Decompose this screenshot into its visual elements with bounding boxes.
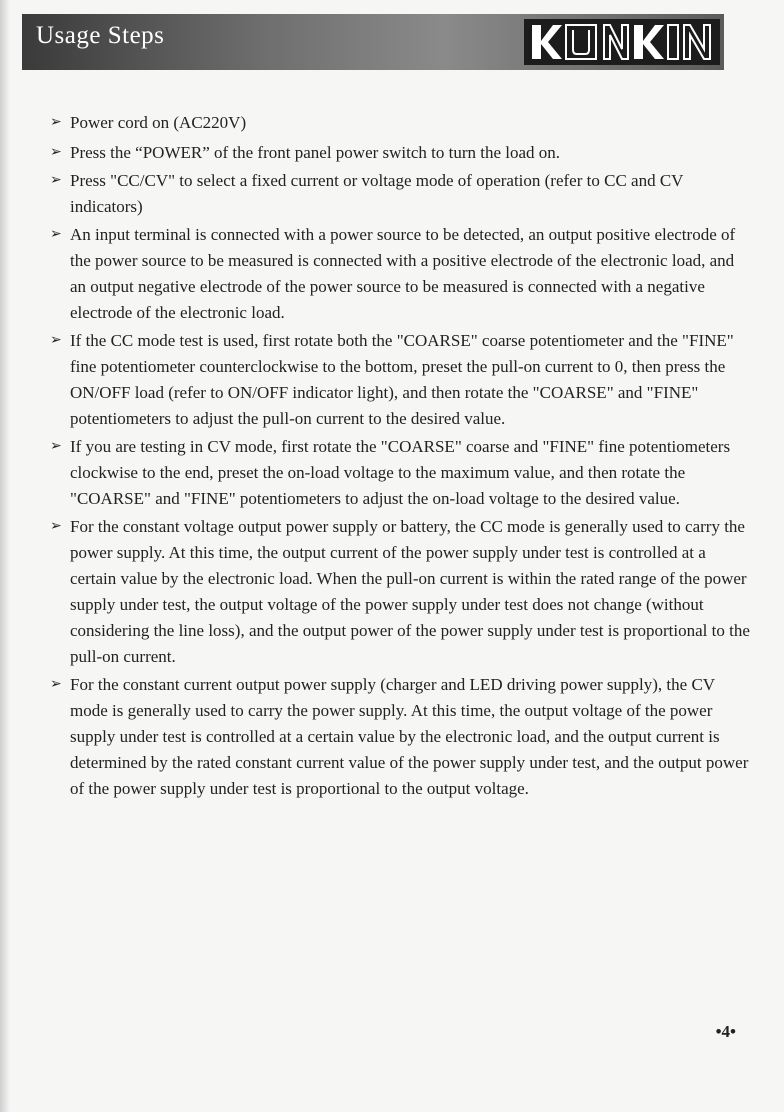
arrow-bullet-icon: ➢ xyxy=(50,145,62,160)
page-edge-shadow xyxy=(0,0,10,1112)
step-7 xyxy=(50,514,750,670)
step-1 xyxy=(50,110,750,136)
step-text: If you are testing in CV mode, first rotate the "COARSE" coarse and "FINE" fine potentiometers clockwise to the end, preset the on-load voltage to the maximum value, and then rotate the "COARSE" and "FINE" potentiometers to adjust the on-load voltage to the desired value. xyxy=(70,437,731,508)
logo-text: KUNKIN xyxy=(622,63,626,64)
section-title: Usage Steps xyxy=(36,22,165,49)
step-text: Power cord on (AC220V) xyxy=(70,113,247,132)
arrow-bullet-icon: ➢ xyxy=(50,227,62,242)
arrow-bullet-icon: ➢ xyxy=(50,439,62,454)
header-banner xyxy=(22,14,724,70)
step-text: Press "CC/CV" to select a fixed current or voltage mode of operation (refer to CC and CV indicators) xyxy=(70,171,684,216)
step-text: An input terminal is connected with a power source to be detected, an output positive electrode of the power source to be measured is connected with a positive electrode of the electronic load, and an output negative electrode of the power source to be measured is connected with a negative electrode of the electronic load. xyxy=(70,225,736,322)
arrow-bullet-icon: ➢ xyxy=(50,519,62,534)
arrow-bullet-icon: ➢ xyxy=(50,333,62,348)
step-5 xyxy=(50,328,750,432)
step-6 xyxy=(50,434,750,512)
arrow-bullet-icon: ➢ xyxy=(50,677,62,692)
step-text: If the CC mode test is used, first rotate both the "COARSE" coarse potentiometer and the "FINE" fine potentiometer counterclockwise to the bottom, preset the pull-on current to 0, then press the ON/OFF load (refer to ON/OFF indicator light), and then rotate the "COARSE" and "FINE" potentiometers to adjust the pull-on current to the desired value. xyxy=(70,331,734,428)
step-2 xyxy=(50,140,750,166)
step-8 xyxy=(50,672,750,802)
page-number: •4• xyxy=(715,1022,736,1041)
step-4 xyxy=(50,222,750,326)
step-text: For the constant current output power supply (charger and LED driving power supply), the CV mode is generally used to carry the power supply. At this time, the output voltage of the power supply under test is controlled at a certain value by the electronic load, and the output current is determined by the rated constant current value of the power supply under test, and the output power of the power supply under test is proportional to the output voltage. xyxy=(70,675,749,798)
step-text: For the constant voltage output power supply or battery, the CC mode is generally used to carry the power supply. At this time, the output current of the power supply under test is controlled at a certain value by the electronic load. When the pull-on current is within the rated range of the power supply under test, the output voltage of the power supply under test does not change (without considering the line loss), and the output power of the power supply under test is proportional to the pull-on current. xyxy=(70,517,750,666)
arrow-bullet-icon: ➢ xyxy=(50,115,62,130)
arrow-bullet-icon: ➢ xyxy=(50,173,62,188)
step-text: Press the “POWER” of the front panel power switch to turn the load on. xyxy=(70,143,561,162)
step-3 xyxy=(50,168,750,220)
brand-logo xyxy=(524,18,720,66)
usage-steps-list xyxy=(50,110,750,802)
